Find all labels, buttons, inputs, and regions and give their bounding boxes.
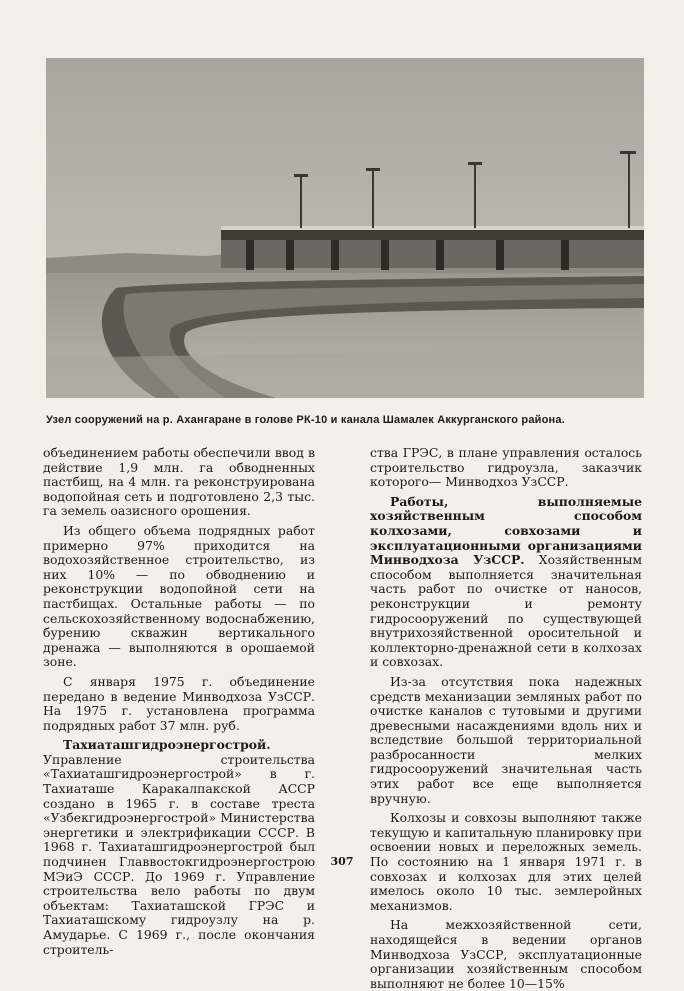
paragraph: ства ГРЭС, в плане управления осталось строительство гидроузла, заказчик которого— Минводхоз УзССР. <box>370 445 642 490</box>
paragraph: объединением работы обеспечили ввод в действие 1,9 млн. га обводненных пастбищ, на 4 млн. га реконструирована водопойная сеть и подготовлено 2,3 тыс. га земель оазисного орошения. <box>43 445 315 519</box>
section-paragraph <box>370 495 642 670</box>
paragraph: На межхозяйственной сети, находящейся в ведении органов Минводхоза УзССР, эксплуатационные организации хозяйственным способом выполняют не более 10—15% <box>370 917 642 991</box>
section-heading: Работы, выполняемые хозяйственным способом колхозами, совхозами и эксплуатационными организациями Минводхоза УзССР. <box>370 493 642 568</box>
section-heading: Тахиаташгидроэнергострой. <box>63 737 271 753</box>
paragraph: Из-за отсутствия пока надежных средств механизации земляных работ по очистке каналов с тутовыми и другими древесными насаждениями вдоль них и вследствие большой территориальной разбросанности мелких гидросооружений значительная часть этих работ все еще выполняется вручную. <box>370 673 642 806</box>
left-column <box>43 446 315 957</box>
section-paragraph <box>43 738 315 957</box>
right-column <box>370 446 642 991</box>
paragraph: Колхозы и совхозы выполняют также текущую и капитальную планировку при освоении новых и переложных земель. По состоянию на 1 января 1971 г. в совхозах и колхозах для этих целей имелось около 10 тыс. землеройных механизмов. <box>370 810 642 913</box>
section-text: Управление строительства «Тахиаташгидроэнергострой» в г. Тахиаташе Каракалпакской АССР создано в 1965 г. в составе треста «Узбекгидроэнергострой» Министерства энергетики и электрификации СССР. В 1968 г. Тахиаташгидроэнергострой был подчинен Главвостокгидроэнергострою МЭиЭ СССР. До 1969 г. Управление строительства вело работы по двум объектам: Тахиаташской ГРЭС и Тахиаташскому гидроузлу на р. Амударье. С 1969 г., после окончания строитель- <box>43 751 315 957</box>
paragraph: С января 1975 г. объединение передано в ведение Минводхоза УзССР. На 1975 г. установлена программа подрядных работ 37 млн. руб. <box>43 673 315 733</box>
section-text: Хозяйственным способом выполняется значительная часть работ по очистке от наносов, реконструкции и ремонту гидросооружений по существующей внутрихозяйственной оросительной и коллекторно-дренажной сети в колхозах и совхозах. <box>370 552 642 670</box>
photo-caption: Узел сооружений на р. Ахангаране в голове РК-10 и канала Шамалек Аккурганского района. <box>46 414 565 426</box>
dam-photo-icon <box>46 58 644 398</box>
dam-photo <box>46 58 644 398</box>
page-number: 307 <box>330 855 354 868</box>
paragraph: Из общего объема подрядных работ примерно 97% приходится на водохозяйственное строительство, из них 10% — по обводнению и реконструкции водопойной сети на пастбищах. Остальные работы — по сельскохозяйственному водоснабжению, бурению скважин вертикального дренажа — выполняются в орошаемой зоне. <box>43 522 315 670</box>
